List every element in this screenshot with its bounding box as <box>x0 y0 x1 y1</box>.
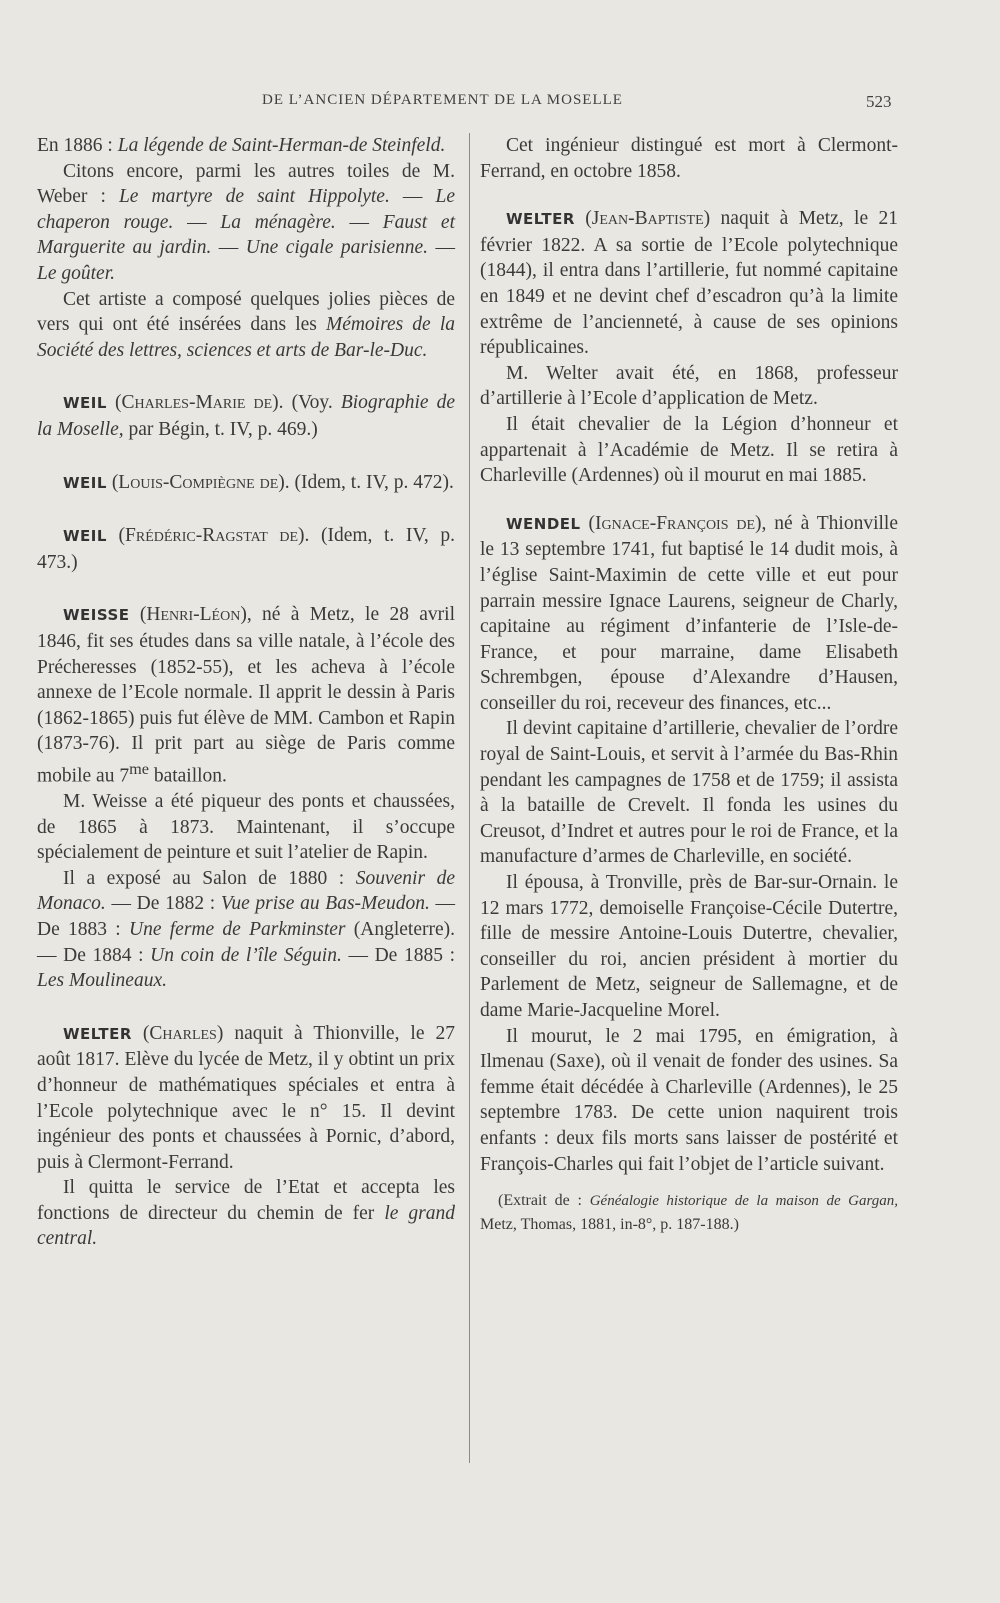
entry-weil-frederic-ragstat: WEIL (Frédéric-Ragstat de). (Idem, t. IV, p. 473.) <box>37 525 455 573</box>
entry-weil-louis-compiegne: WEIL (Louis-Compiègne de). (Idem, t. IV, p. 472). <box>63 471 454 493</box>
page-header <box>0 92 1000 118</box>
entry-name: WEIL <box>63 394 107 413</box>
entry-name: WEIL <box>63 527 107 546</box>
paragraph: M. Weisse a été piqueur des ponts et chaussées, de 1865 à 1873. Maintenant, il s’occupe spécialement de peinture et suit l’atelier de Rapin. <box>37 790 455 864</box>
entry-name: WEIL <box>63 473 107 492</box>
page-number: 523 <box>866 92 892 111</box>
entry-name: WELTER <box>63 1024 132 1043</box>
entry-name: WEISSE <box>63 606 130 625</box>
entry-welter-charles: WELTER (Charles) naquit à Thionville, le 27 août 1817. Elève du lycée de Metz, il y obtint un prix d’honneur de mathématiques spéciales et entra à l’Ecole polytechnique avec le n° 15. Il devint ingénieur des ponts et chaussées à Pornic, d’abord, puis à Clermont-Ferrand. <box>37 1022 455 1173</box>
column-divider <box>469 133 470 1463</box>
right-column <box>480 133 898 1237</box>
left-column <box>37 133 455 1252</box>
paragraph: M. Welter avait été, en 1868, professeur d’artillerie à l’Ecole d’application de Metz. <box>480 362 898 410</box>
running-title: DE L’ANCIEN DÉPARTEMENT DE LA MOSELLE <box>262 92 623 108</box>
entry-name: WENDEL <box>506 514 581 533</box>
paragraph: Il quitta le service de l’Etat et accepta les fonctions de directeur du chemin de fer le grand central. <box>37 1177 455 1250</box>
paragraph: Cet artiste a composé quelques jolies pièces de vers qui ont été insérées dans les Mémoires de la Société des lettres, sciences et arts de Bar-le-Duc. <box>37 288 455 361</box>
paragraph: Il devint capitaine d’artillerie, chevalier de l’ordre royal de Saint-Louis, et servit à l’armée du Bas-Rhin pendant les campagnes de 1758 et de 1759; il assista à la bataille de Crevelt. Il fonda les usines du Creusot, d’Indret et autres pour le roi de France, et la manufacture d’armes de Charleville, en société. <box>480 718 898 868</box>
paragraph: Il épousa, à Tronville, près de Bar-sur-Ornain. le 12 mars 1772, demoiselle Françoise-Cécile Dutertre, fille de messire Antoine-Louis Dutertre, chevalier, conseiller du roi, ancien président à mortier du Parlement de Metz, seigneur de Sallemagne, et de dame Marie-Jacqueline Morel. <box>480 872 898 1021</box>
entry-weisse-henri-leon: WEISSE (Henri-Léon), né à Metz, le 28 avril 1846, fit ses études dans sa ville natale, à l’école des Précheresses (1852-55), et les acheva à l’école annexe de l’Ecole normale. Il apprit le dessin à Paris (1862-1865) puis fut élève de MM. Cambon et Rapin (1873-76). Il prit part au siège de Paris comme mobile au $7^{me}$ bataillon. <box>37 604 456 787</box>
paragraph: Cet ingénieur distingué est mort à Clermont-Ferrand, en octobre 1858. <box>480 135 898 182</box>
paragraph: En 1886 : La légende de Saint-Herman-de Steinfeld. <box>37 135 446 156</box>
entry-welter-jean-baptiste: WELTER (Jean-Baptiste) naquit à Metz, le 21 février 1822. A sa sortie de l’Ecole polytechnique (1844), il entra dans l’artillerie, fut nommé capitaine en 1849 et ne devint chef d’escadron qu’à la limite extrême de l’ancienneté, à cause de ses opinions républicaines. <box>480 208 898 359</box>
entry-weil-charles-marie: WEIL (Charles-Marie de). (Voy. Biographie de la Moselle, par Bégin, t. IV, p. 469.) <box>37 392 456 440</box>
entry-name: WELTER <box>506 210 575 229</box>
paragraph: Il était chevalier de la Légion d’honneur et appartenait à l’Académie de Metz. Il se retira à Charleville (Ardennes) où il mourut en mai 1885. <box>480 413 898 487</box>
entry-wendel-ignace-francois: WENDEL (Ignace-François de), né à Thionville le 13 septembre 1741, fut baptisé le 14 dudit mois, à l’église Saint-Maximin de cette ville et eut pour parrain messire Ignace Laurens, seigneur de Charly, capitaine au régiment d’infanterie de l’Isle-de-France, et pour marraine, dame Elisabeth Schrembgen, épouse d’Alexandre d’Hausen, conseiller du roi, receveur des finances, etc... <box>480 512 899 714</box>
source-note: (Extrait de : Généalogie historique de la maison de Gargan, Metz, Thomas, 1881, in-8°, p. 187-188.) <box>480 1192 898 1234</box>
paragraph: Il mourut, le 2 mai 1795, en émigration, à Ilmenau (Saxe), où il venait de fonder des usines. Sa femme était décédée à Charleville (Ardennes), le 25 septembre 1783. De cette union naquirent trois enfants : deux fils morts sans laisser de postérité et François-Charles qui fait l’objet de l’article suivant. <box>480 1025 898 1175</box>
paragraph: Citons encore, parmi les autres toiles de M. Weber : Le martyre de saint Hippolyte. — Le chaperon rouge. — La ménagère. — Faust et Marguerite au jardin. — Une cigale parisienne. — Le goûter. <box>37 160 456 284</box>
paragraph: Il a exposé au Salon de 1880 : Souvenir de Monaco. — De 1882 : Vue prise au Bas-Meudon. — De 1883 : Une ferme de Parkminster (Angleterre). — De 1884 : Un coin de l’île Séguin. — De 1885 : Les Moulineaux. <box>37 867 456 992</box>
